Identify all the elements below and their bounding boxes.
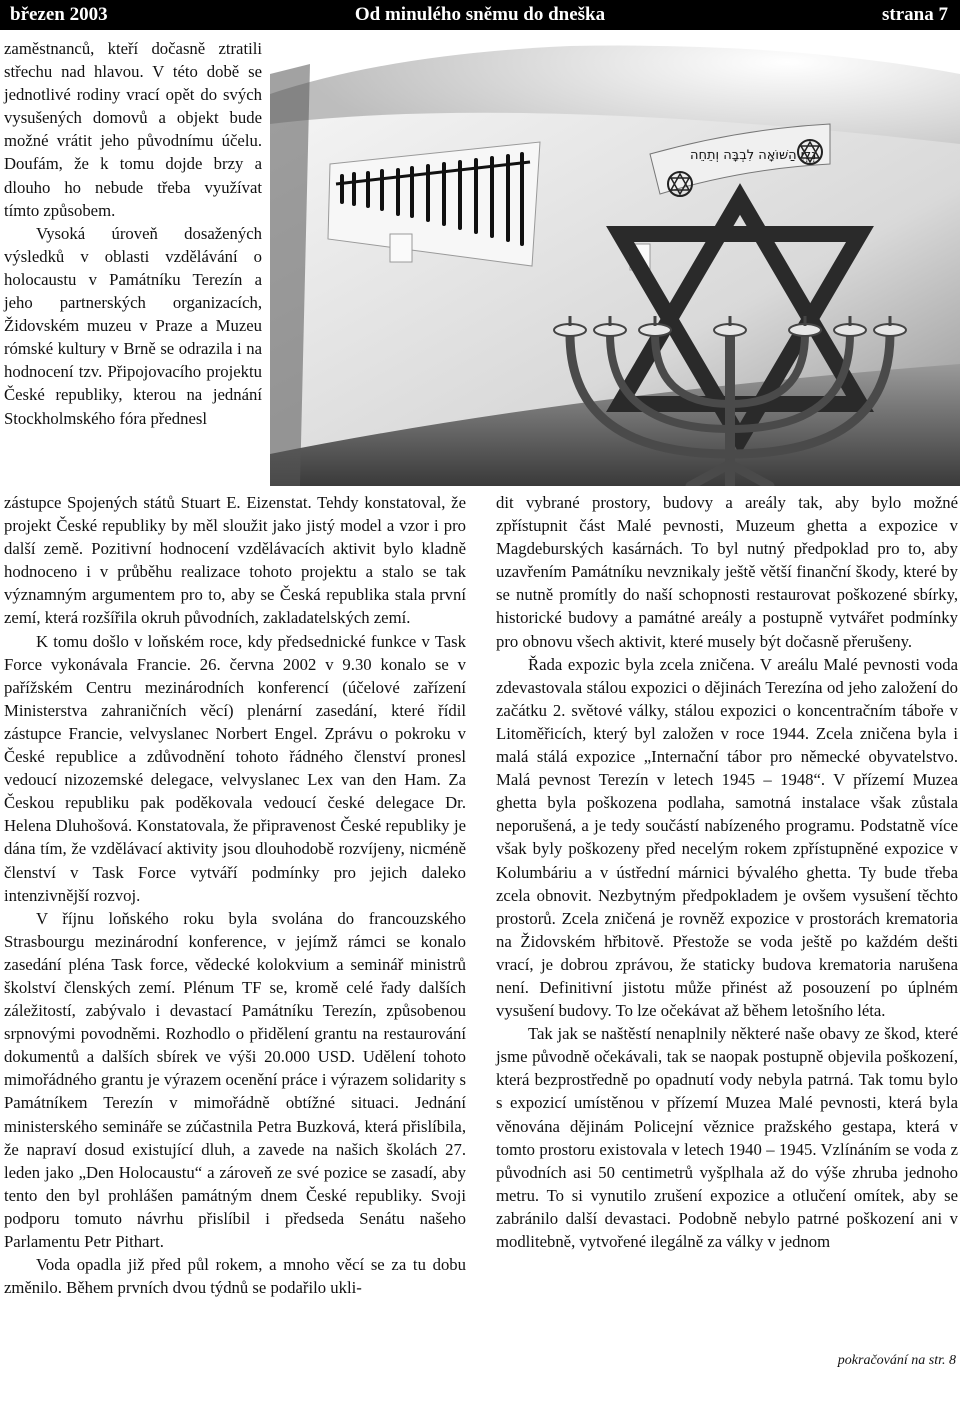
menorah-hall-image (270, 34, 960, 486)
article-paragraph: V říjnu loňského roku byla svolána do francouzského Strasbourgu mezinárodní konference, v jejímž rámci se konalo zasedání pléna Task force, vědecké kolokvium a seminář ministrů školství členských zemí. Plénum TF se, kromě celé řady dalších záležitostí, zabývalo i devastací Památníku Terezín, způsobenou srpnovými povodněmi. Rozhodlo o přidělení grantu na restaurování dokumentů a dalších sbírek ve výši 20.000 USD. Udělení tohoto mimořádného grantu je výrazem ocenění práce i výrazem solidarity s Památníkem Terezín v mimořádně obtížné situaci. Jednání ministerského semináře se zúčastnila Petra Buzková, která přislíbila, že napraví dosud existující dluh, a zavede na našich školách 27. leden jako „Den Holocaustu“ a zároveň ze své pozice se zasadí, aby tento den byl prohlášen památným dnem České republiky. Svoji podporu tomuto návrhu přislíbil i předseda Senátu našeho Parlamentu Petr Pithart. (4, 908, 466, 1251)
article-paragraph: dit vybrané prostory, budovy a areály tak, aby bylo možné zpřístupnit část Malé pevnosti, Muzeum ghetta a expozice v Magdeburských kasárnách. To byl nutný předpoklad pro to, aby uzavřením Památníku nevznikaly ještě větší finanční škody, které by se nutně promítly do naší schopnosti restaurovat poškozené sbírky, historické budovy a památné areály a postupně vytvářet podmínky pro obnovu všech aktivit, které musely být dočasně přerušeny. (496, 493, 958, 651)
article-paragraph: Řada expozic byla zcela zničena. V areálu Malé pevnosti voda zdevastovala stálou expozici o dějinách Terezína od jeho založení do začátku 2. světové války, stálou expozici o koncentračním táboře v Litoměřicích, který byl založen v roce 1944. Zcela zničena byla i malá stálá expozice „Internační tábor pro německé obyvatelstvo. Malá pevnost Terezín v letech 1945 – 1948“. V přízemí Muzea ghetta byla poškozena podlaha, samotná instalace však zůstala neporušená, a je tedy součástí nabízeného programu. Podstatně více však byly poškozeny před necelým rokem zpřístupněné expozice v Kolumbáriu a v ústřední márnici bývalého ghetta. Ty bude třeba zcela obnovit. Nezbytným předpokladem je ovšem vysušení těchto prostorů. Zcela zničená je rovněž expozice v prostorách krematoria na Židovském hřbitově. Přestože se voda ještě po každém dešti vrací, je dobrou zprávou, že staticky budova krematoria narušena není. Definitivní jistotu může přinést až posouzení po úplném vysušení budovy. To lze očekávat až během letošního léta. (496, 654, 958, 1021)
article-top-column (4, 37, 262, 430)
article-paragraph: K tomu došlo v loňském roce, kdy předsednické funkce v Task Force vykonávala Francie. 26. června 2002 v 9.30 konalo se v pařížském Centru mezinárodních konferencí (účelové zařízení Ministerstva zahraničních věcí) plenární zasedání, které řídil zástupce Francie, velvyslanec Norbert Engel. Zprávu o pokroku v České republice a zdůvodnění tohoto řádného členství pronesl vedoucí nizozemské delegace, velvyslanec Lex van den Ham. Za Českou republiku pak poděkovala vedoucí české delegace Dr. Helena Dluhošová. Konstatovala, že připravenost České republiky je dána tím, že vzdělávací aktivity jsou dlouhodobě rozvíjeny, nicméně členství v Task Force vytváří podmínky pro jejich daleko intenzivnější rozvoj. (4, 631, 466, 905)
wall-plaque (390, 234, 412, 262)
article-left-column (4, 491, 466, 1299)
inscription-text: נְלְיֶ הַשּׁוֹאָה לִבְבָּה וְתֵחֵה (690, 148, 817, 163)
continuation-note: pokračování na str. 8 (837, 1353, 956, 1368)
section-title: Od minulého sněmu do dneška (354, 4, 606, 25)
article-paragraph: zástupce Spojených států Stuart E. Eizenstat. Tehdy konstatoval, že projekt České republiky by měl sloužit jako jistý model a vzor i pro další země. Pozitivní hodnocení vzdělávacích aktivit bylo kladně hodnoceno i v průběhu realizace tohoto projektu a stalo se tak významným argumentem pro to, aby se Česká republika stala první zemí, která rozšířila okruh původních, zakladatelských zemí. (4, 493, 466, 628)
article-paragraph: Tak jak se naštěstí nenaplnily některé naše obavy ze škod, které jsme původně očekávali, tak se naopak postupně objevila poškození, která bezprostředně po opadnutí vody nebyla patrná. Tak tomu bylo s expozicí umístěnou v přízemí Muzea Malé pevnosti, která byla věnována dějinám Policejní věznice pražského gestapa, která v tomto prostoru existovala v letech 1940 – 1945. Vzlínáním se voda z původních asi 50 centimetrů vyšplhala až do výše zhruba jednoho metru. To si vynutilo zrušení expozice a otlučení omítek, aby se zabránilo další devastaci. Podobně nebylo patrné poškození ani v modlitebně, vytvořené ilegálně za války v jednom (496, 1024, 958, 1251)
memorial-photo (270, 34, 960, 486)
page-header (0, 0, 960, 30)
article-paragraph: Voda opadla již před půl rokem, a mnoho věcí se za tu dobu změnilo. Během prvních dvou týdnů se podařilo ukli- (4, 1255, 466, 1298)
article-paragraph: Vysoká úroveň dosažených výsledků v oblasti vzdělávání o holocaustu v Památníku Terezín a jeho partnerských organizacích, Židovském muzeu v Praze a Muzeu rómské kultury v Brně se odrazila i na hodnocení tzv. Připojovacího projektu České republiky, kterou na jednání Stockholmského fóra přednesl (4, 223, 262, 428)
page-number: strana 7 (882, 4, 948, 25)
issue-date: březen 2003 (10, 4, 108, 25)
article-right-column (496, 491, 958, 1253)
article-paragraph: zaměstnanců, kteří dočasně ztratili střechu nad hlavou. V této době se jednotlivé rodiny vrací opět do svých vysušených domovů a objekt bude možné vrátit jeho původnímu účelu. Doufám, že k tomu dojde brzy a dlouho ho nebude třeba využívat tímto způsobem. (4, 39, 262, 220)
